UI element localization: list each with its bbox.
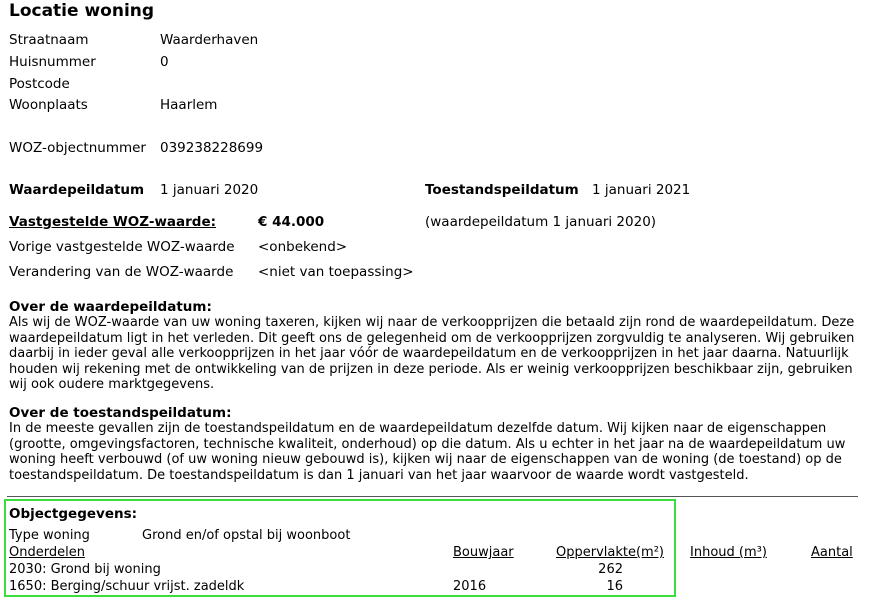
postcode-label: Postcode [9,76,70,92]
woz-objectnr-label: WOZ-objectnummer [9,140,146,156]
vorige-woz-value: <onbekend> [258,239,348,255]
over-toestandspeildatum-text: In de meeste gevallen zijn de toestandspeildatum en de waardepeildatum dezelfde datum. Wij kijken naar de eigenschappen (grootte, omgevingsfactoren, technische kwaliteit, onderhoud) op die datum. Als u echter in het jaar na de waardepeildatum uw woning heeft verbouwd (of uw woning nieuw gebouwd is), kijken wij naar de eigenschappen van de woning (de toestand) op de toestandspeildatum. De toestandspeildatum is dan 1 januari van het jaar waarvoor de waarde wordt vastgesteld. [9,421,846,483]
type-woning-value: Grond en/of opstal bij woonboot [142,528,351,543]
street-label: Straatnaam [9,32,89,48]
street-value: Waarderhaven [160,32,259,48]
vastgestelde-woz-label: Vastgestelde WOZ-waarde: [9,214,217,230]
row-oppervlakte: 16 [606,579,623,594]
vorige-woz-label: Vorige vastgestelde WOZ-waarde [9,239,235,255]
row-onderdeel: 2030: Grond bij woning [9,562,161,577]
vastgestelde-woz-note: (waardepeildatum 1 januari 2020) [425,214,657,230]
section-divider [7,496,858,497]
waardepeildatum-label: Waardepeildatum [9,182,145,198]
toestandspeildatum-value: 1 januari 2021 [592,182,691,198]
row-bouwjaar: 2016 [453,579,487,594]
col-header-onderdelen: Onderdelen [9,545,85,560]
woz-objectnr-value: 039238228699 [160,140,264,156]
vastgestelde-woz-value: € 44.000 [258,214,325,230]
verandering-woz-value: <niet van toepassing> [258,264,414,280]
col-header-oppervlakte: Oppervlakte(m²) [556,545,664,560]
city-value: Haarlem [160,97,218,113]
type-woning-label: Type woning [9,528,90,543]
col-header-aantal: Aantal [811,545,853,560]
over-waardepeildatum-text: Als wij de WOZ-waarde van uw woning taxeren, kijken wij naar de verkoopprijzen die betaald zijn rond de waardepeildatum. Deze waardepeildatum ligt in het verleden. Dit geeft ons de gelegenheid om de verkoopprijzen zorgvuldig te analyseren. Wij gebruiken daarbij in ieder geval alle verkoopprijzen in het jaar vóór de waardepeildatum en de verkoopprijzen in het jaar daarna. Natuurlijk houden wij rekening met de ontwikkeling van de prijzen in deze periode. Als er weinig verkoopprijzen beschikbaar zijn, gebruiken wij ook oudere marktgegevens. [9,315,855,393]
housenr-value: 0 [160,54,169,70]
toestandspeildatum-label: Toestandspeildatum [425,182,579,198]
col-header-inhoud: Inhoud (m³) [690,545,767,560]
objectgegevens-heading: Objectgegevens: [9,506,138,522]
over-waardepeildatum-heading: Over de waardepeildatum: [9,299,212,315]
city-label: Woonplaats [9,97,88,113]
row-oppervlakte: 262 [598,562,623,577]
col-header-bouwjaar: Bouwjaar [453,545,514,560]
row-onderdeel: 1650: Berging/schuur vrijst. zadeldk [9,579,245,594]
over-toestandspeildatum-heading: Over de toestandspeildatum: [9,405,232,421]
page-title: Locatie woning [9,1,155,21]
waardepeildatum-value: 1 januari 2020 [160,182,259,198]
verandering-woz-label: Verandering van de WOZ-waarde [9,264,234,280]
housenr-label: Huisnummer [9,54,96,70]
